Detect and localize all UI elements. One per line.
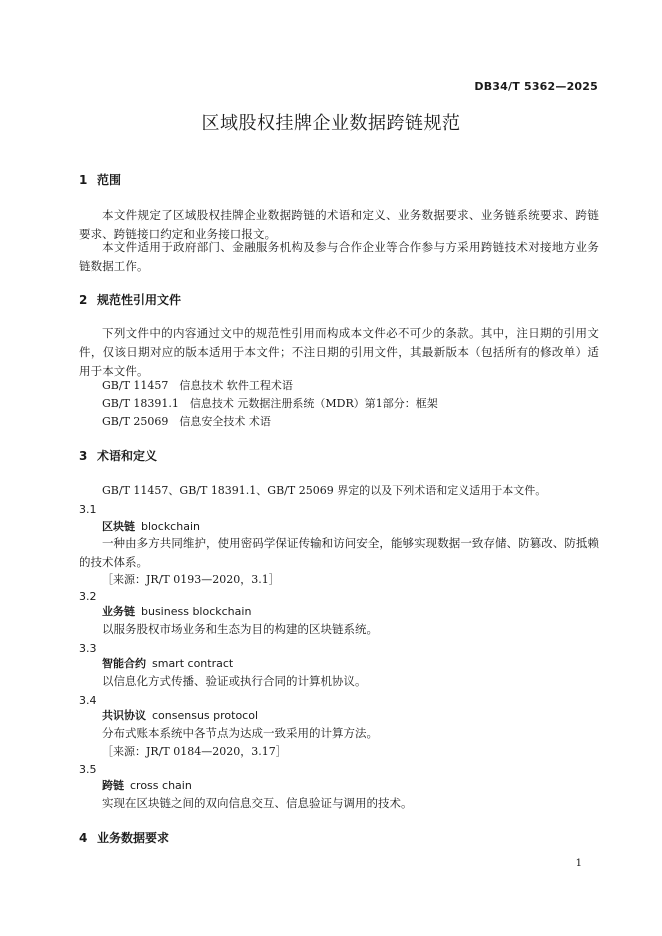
reference-item: GB/T 25069 信息安全技术 术语	[102, 415, 271, 428]
term-name-zh: 业务链	[102, 605, 135, 618]
section-2-heading	[79, 292, 181, 308]
term-name	[102, 708, 258, 723]
term-definition: 以信息化方式传播、验证或执行合同的计算机协议。	[102, 674, 367, 688]
term-name	[102, 778, 192, 793]
term-name-en: consensus protocol	[152, 709, 259, 722]
term-number: 3.2	[79, 590, 97, 603]
term-source: ［来源：JR/T 0193—2020，3.1］	[102, 573, 280, 586]
section-number: 1	[79, 173, 88, 187]
term-name-zh: 共识协议	[102, 709, 146, 722]
term-name-en: cross chain	[130, 779, 192, 792]
section-title: 业务数据要求	[97, 831, 170, 845]
section-number: 3	[79, 449, 88, 463]
term-name-en: business blockchain	[141, 605, 252, 618]
document-title: 区域股权挂牌企业数据跨链规范	[201, 113, 461, 134]
section-1-paragraph-1: 本文件规定了区域股权挂牌企业数据跨链的术语和定义、业务数据要求、业务链系统要求、跨链要求、跨链接口约定和业务接口报文。	[79, 208, 599, 241]
section-4-heading	[79, 830, 169, 846]
page-number: 1	[575, 858, 582, 869]
term-name	[102, 604, 251, 619]
term-number: 3.5	[79, 763, 97, 776]
term-number: 3.1	[79, 503, 97, 516]
term-definition: 分布式账本系统中各节点为达成一致采用的计算方法。	[102, 726, 378, 740]
term-definition: 一种由多方共同维护，使用密码学保证传输和访问安全，能够实现数据一致存储、防篡改、防抵赖的技术体系。	[79, 536, 599, 569]
standard-code: DB34/T 5362—2025	[474, 80, 598, 93]
section-3-heading	[79, 448, 157, 464]
term-number: 3.3	[79, 642, 97, 655]
section-1-heading	[79, 172, 121, 188]
term-name-en: blockchain	[141, 520, 200, 533]
term-name-zh: 区块链	[102, 520, 135, 533]
section-number: 2	[79, 293, 88, 307]
section-number: 4	[79, 831, 88, 845]
reference-item: GB/T 18391.1 信息技术 元数据注册系统（MDR）第1部分：框架	[102, 397, 438, 410]
term-name-zh: 跨链	[102, 779, 124, 792]
section-2-paragraph-1: 下列文件中的内容通过文中的规范性引用而构成本文件必不可少的条款。其中，注日期的引用文件，仅该日期对应的版本适用于本文件；不注日期的引用文件，其最新版本（包括所有的修改单）适用于本文件。	[79, 326, 599, 378]
section-3-intro: GB/T 11457、GB/T 18391.1、GB/T 25069 界定的以及下列术语和定义适用于本文件。	[102, 484, 547, 497]
reference-item: GB/T 11457 信息技术 软件工程术语	[102, 379, 293, 392]
term-source: ［来源：JR/T 0184—2020，3.17］	[102, 745, 287, 758]
term-definition: 以服务股权市场业务和生态为目的构建的区块链系统。	[102, 622, 378, 636]
term-name-en: smart contract	[152, 657, 234, 670]
section-title: 术语和定义	[97, 449, 158, 463]
term-name-zh: 智能合约	[102, 657, 146, 670]
term-definition: 实现在区块链之间的双向信息交互、信息验证与调用的技术。	[102, 796, 413, 810]
section-1-paragraph-2: 本文件适用于政府部门、金融服务机构及参与合作企业等合作参与方采用跨链技术对接地方业务链数据工作。	[79, 240, 599, 273]
section-title: 范围	[97, 173, 122, 187]
section-title: 规范性引用文件	[97, 293, 182, 307]
term-name	[102, 519, 200, 534]
term-name	[102, 656, 233, 671]
term-number: 3.4	[79, 694, 97, 707]
